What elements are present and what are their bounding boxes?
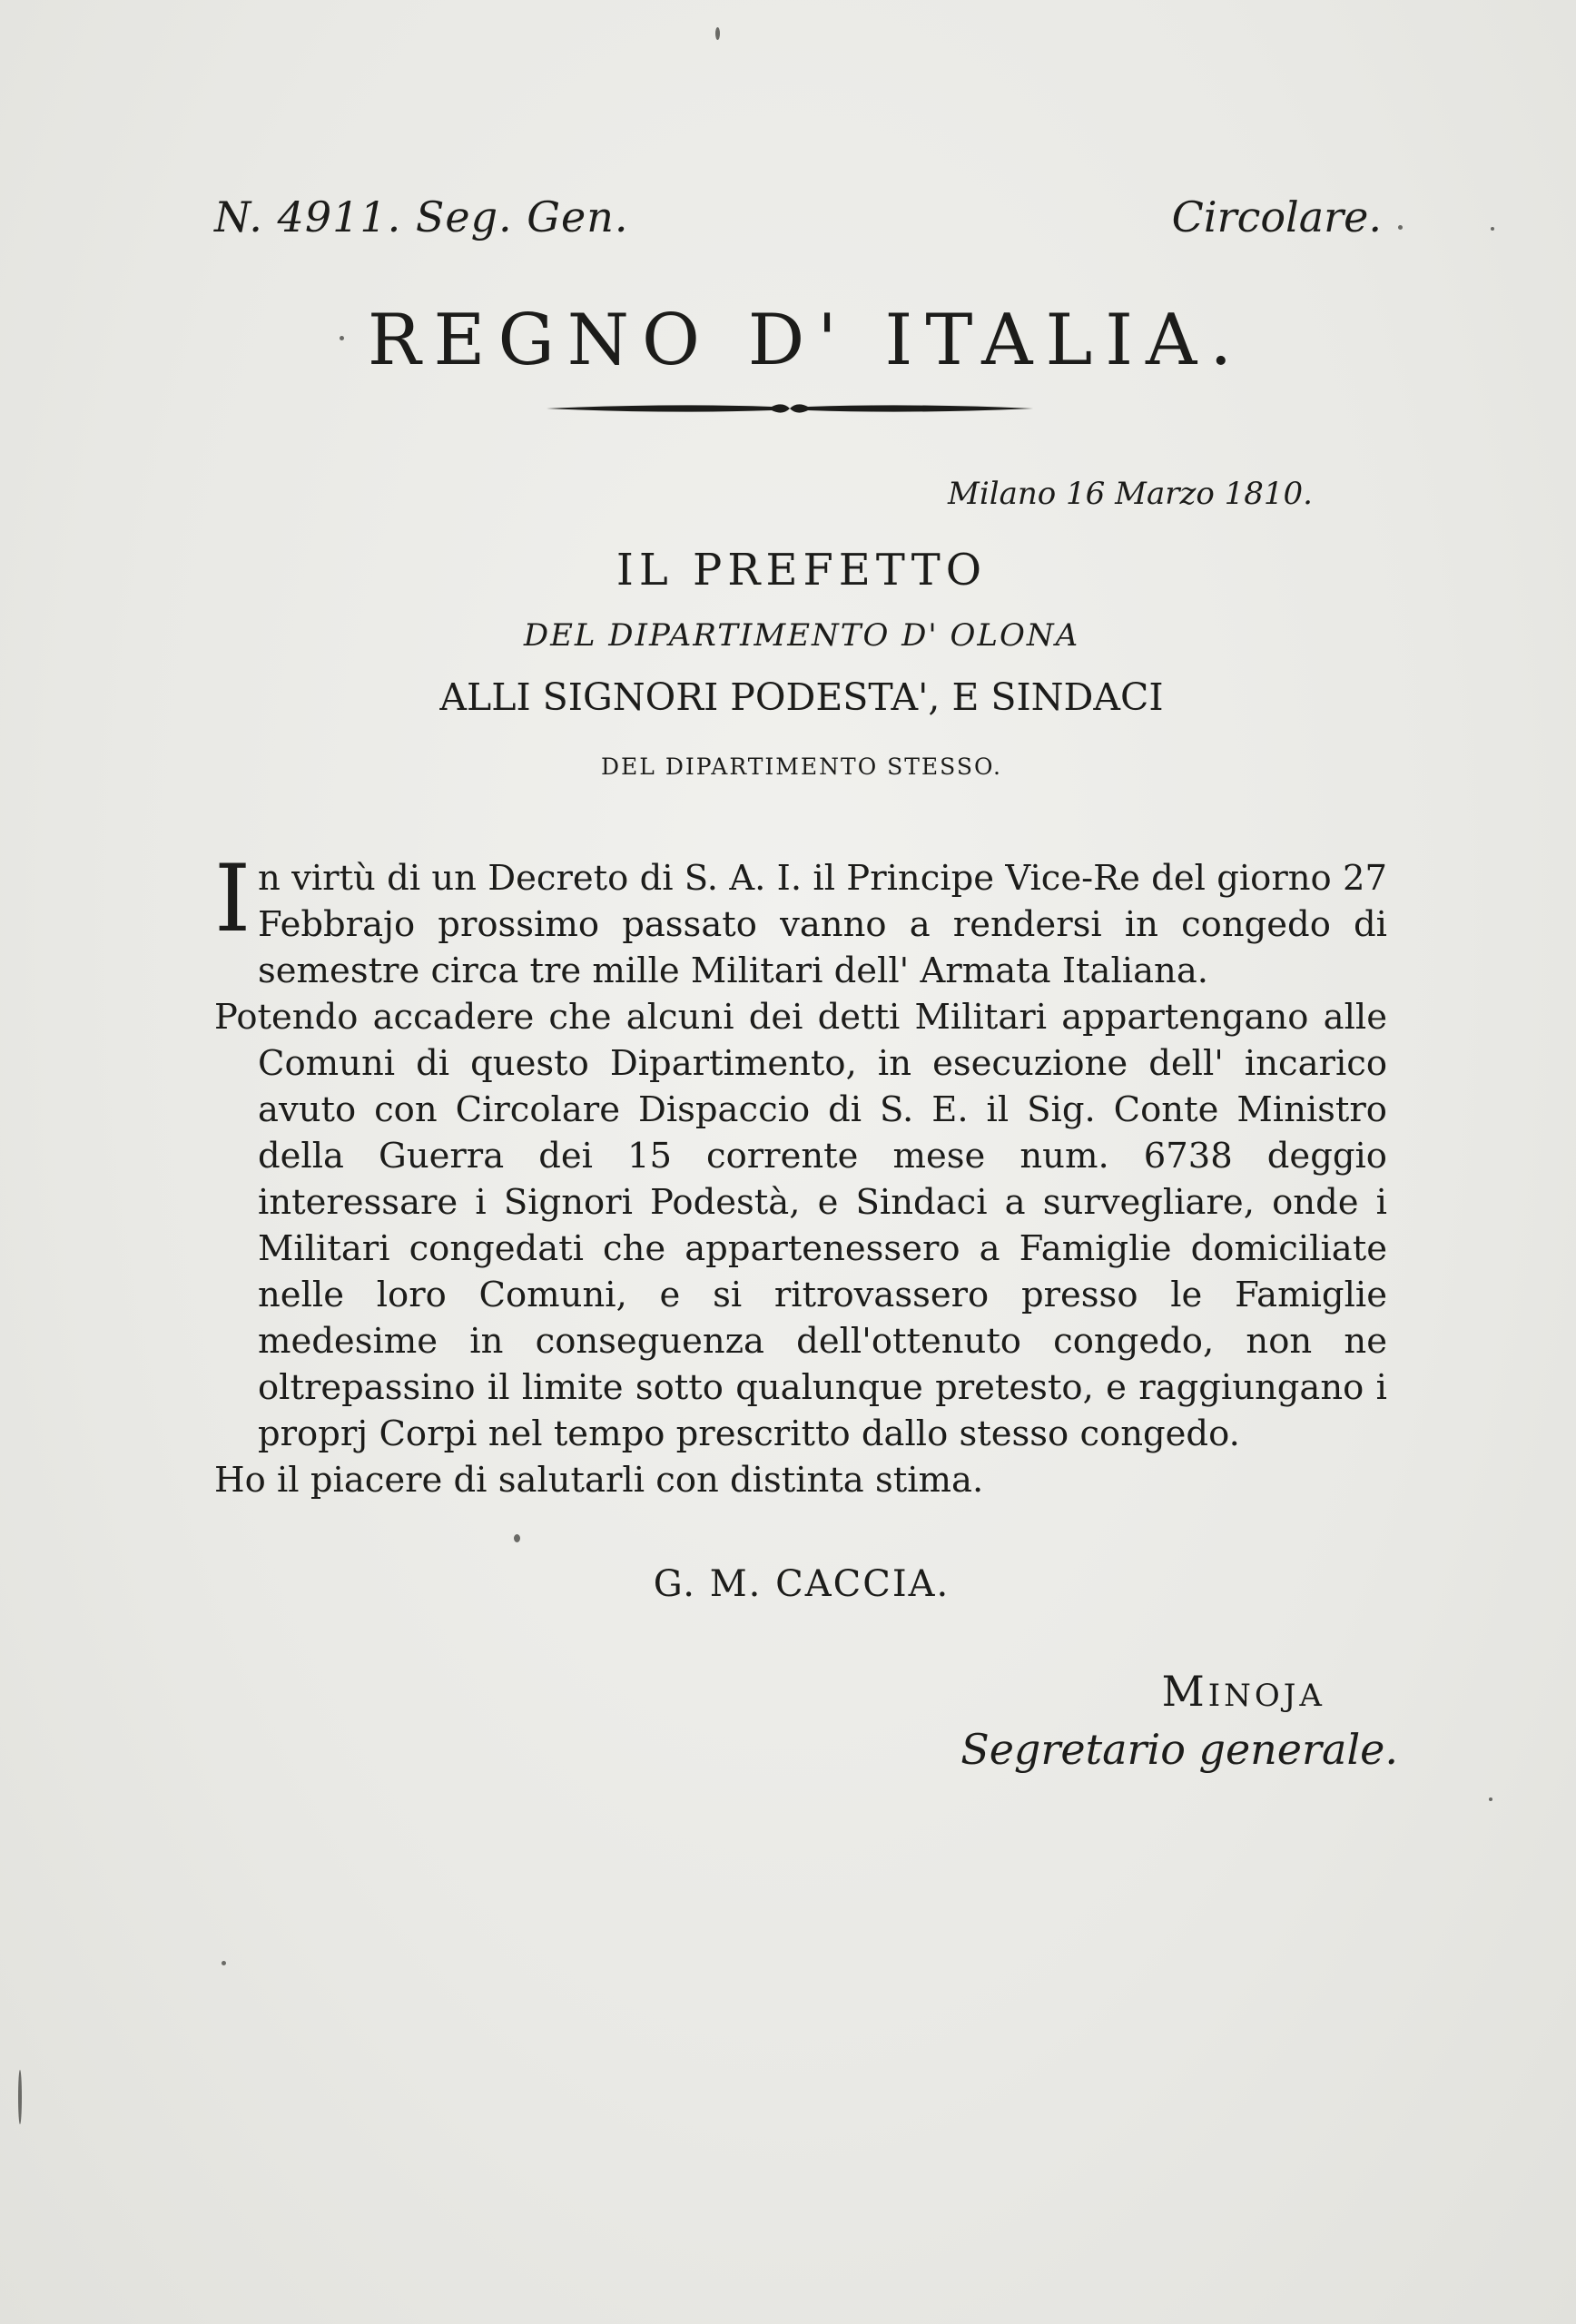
paper-speck xyxy=(715,27,720,40)
paper-speck xyxy=(1489,1797,1492,1801)
reference-number: N. 4911. Seg. Gen. xyxy=(214,192,629,241)
prefect-signature: G. M. CACCIA. xyxy=(653,1563,951,1605)
addressee-title: ALLI SIGNORI PODESTA', E SINDACI xyxy=(439,675,1164,719)
issuer-department: DEL DIPARTIMENTO D' OLONA xyxy=(523,617,1080,654)
letter-body xyxy=(214,845,1387,1503)
paragraph-3: Ho il piacere di salutarli con distinta stima. xyxy=(214,1460,984,1501)
paper-speck xyxy=(1491,227,1494,231)
ornamental-rule xyxy=(545,398,1035,419)
paragraph-1 xyxy=(214,845,1387,994)
paper-speck xyxy=(340,336,344,340)
secretary-title: Segretario generale. xyxy=(960,1725,1398,1774)
paper-speck xyxy=(514,1534,520,1542)
addressee-department: DEL DIPARTIMENTO STESSO. xyxy=(601,753,1002,780)
paragraph-2: Potendo accadere che alcuni dei detti Militari appartengano alle Comuni di questo Dipartimento, in esecuzione dell' incarico avuto con Circolare Dispaccio di S. E. il Sig. Conte Ministro della Guerra dei 15 corrente mese num. 6738 deggio interessare i Signori Podestà, e Sindaci a survegliare, onde i Militari congedati che appartenessero a Famiglie domiciliate nelle loro Comuni, e si ritrovassero presso le Famiglie medesime in conseguenza dell'ottenuto congedo, non ne oltrepassino il limite sotto qualunque pretesto, e raggiungano i proprj Corpi nel tempo prescritto dallo stesso congedo. xyxy=(214,997,1387,1454)
secretary-name-rest: INOJA xyxy=(1207,1678,1325,1714)
drop-cap-initial: I xyxy=(214,845,251,953)
issuer-title: IL PREFETTO xyxy=(616,545,988,596)
paper-speck xyxy=(1398,225,1403,230)
place-and-date: Milano 16 Marzo 1810. xyxy=(948,476,1313,512)
secretary-name xyxy=(1162,1667,1325,1716)
paper-speck xyxy=(18,2070,22,2124)
paragraph-1-text: n virtù di un Decreto di S. A. I. il Principe Vice-Re del giorno 27 Febbrajo prossimo passato vanno a rendersi in congedo di semestre circa tre mille Militari dell' Armata Italiana. xyxy=(258,858,1387,991)
kingdom-title: REGNO D' ITALIA. xyxy=(367,300,1246,381)
document-type: Circolare. xyxy=(1171,192,1382,241)
paper-speck xyxy=(222,1961,226,1965)
secretary-name-initial: M xyxy=(1161,1667,1208,1716)
